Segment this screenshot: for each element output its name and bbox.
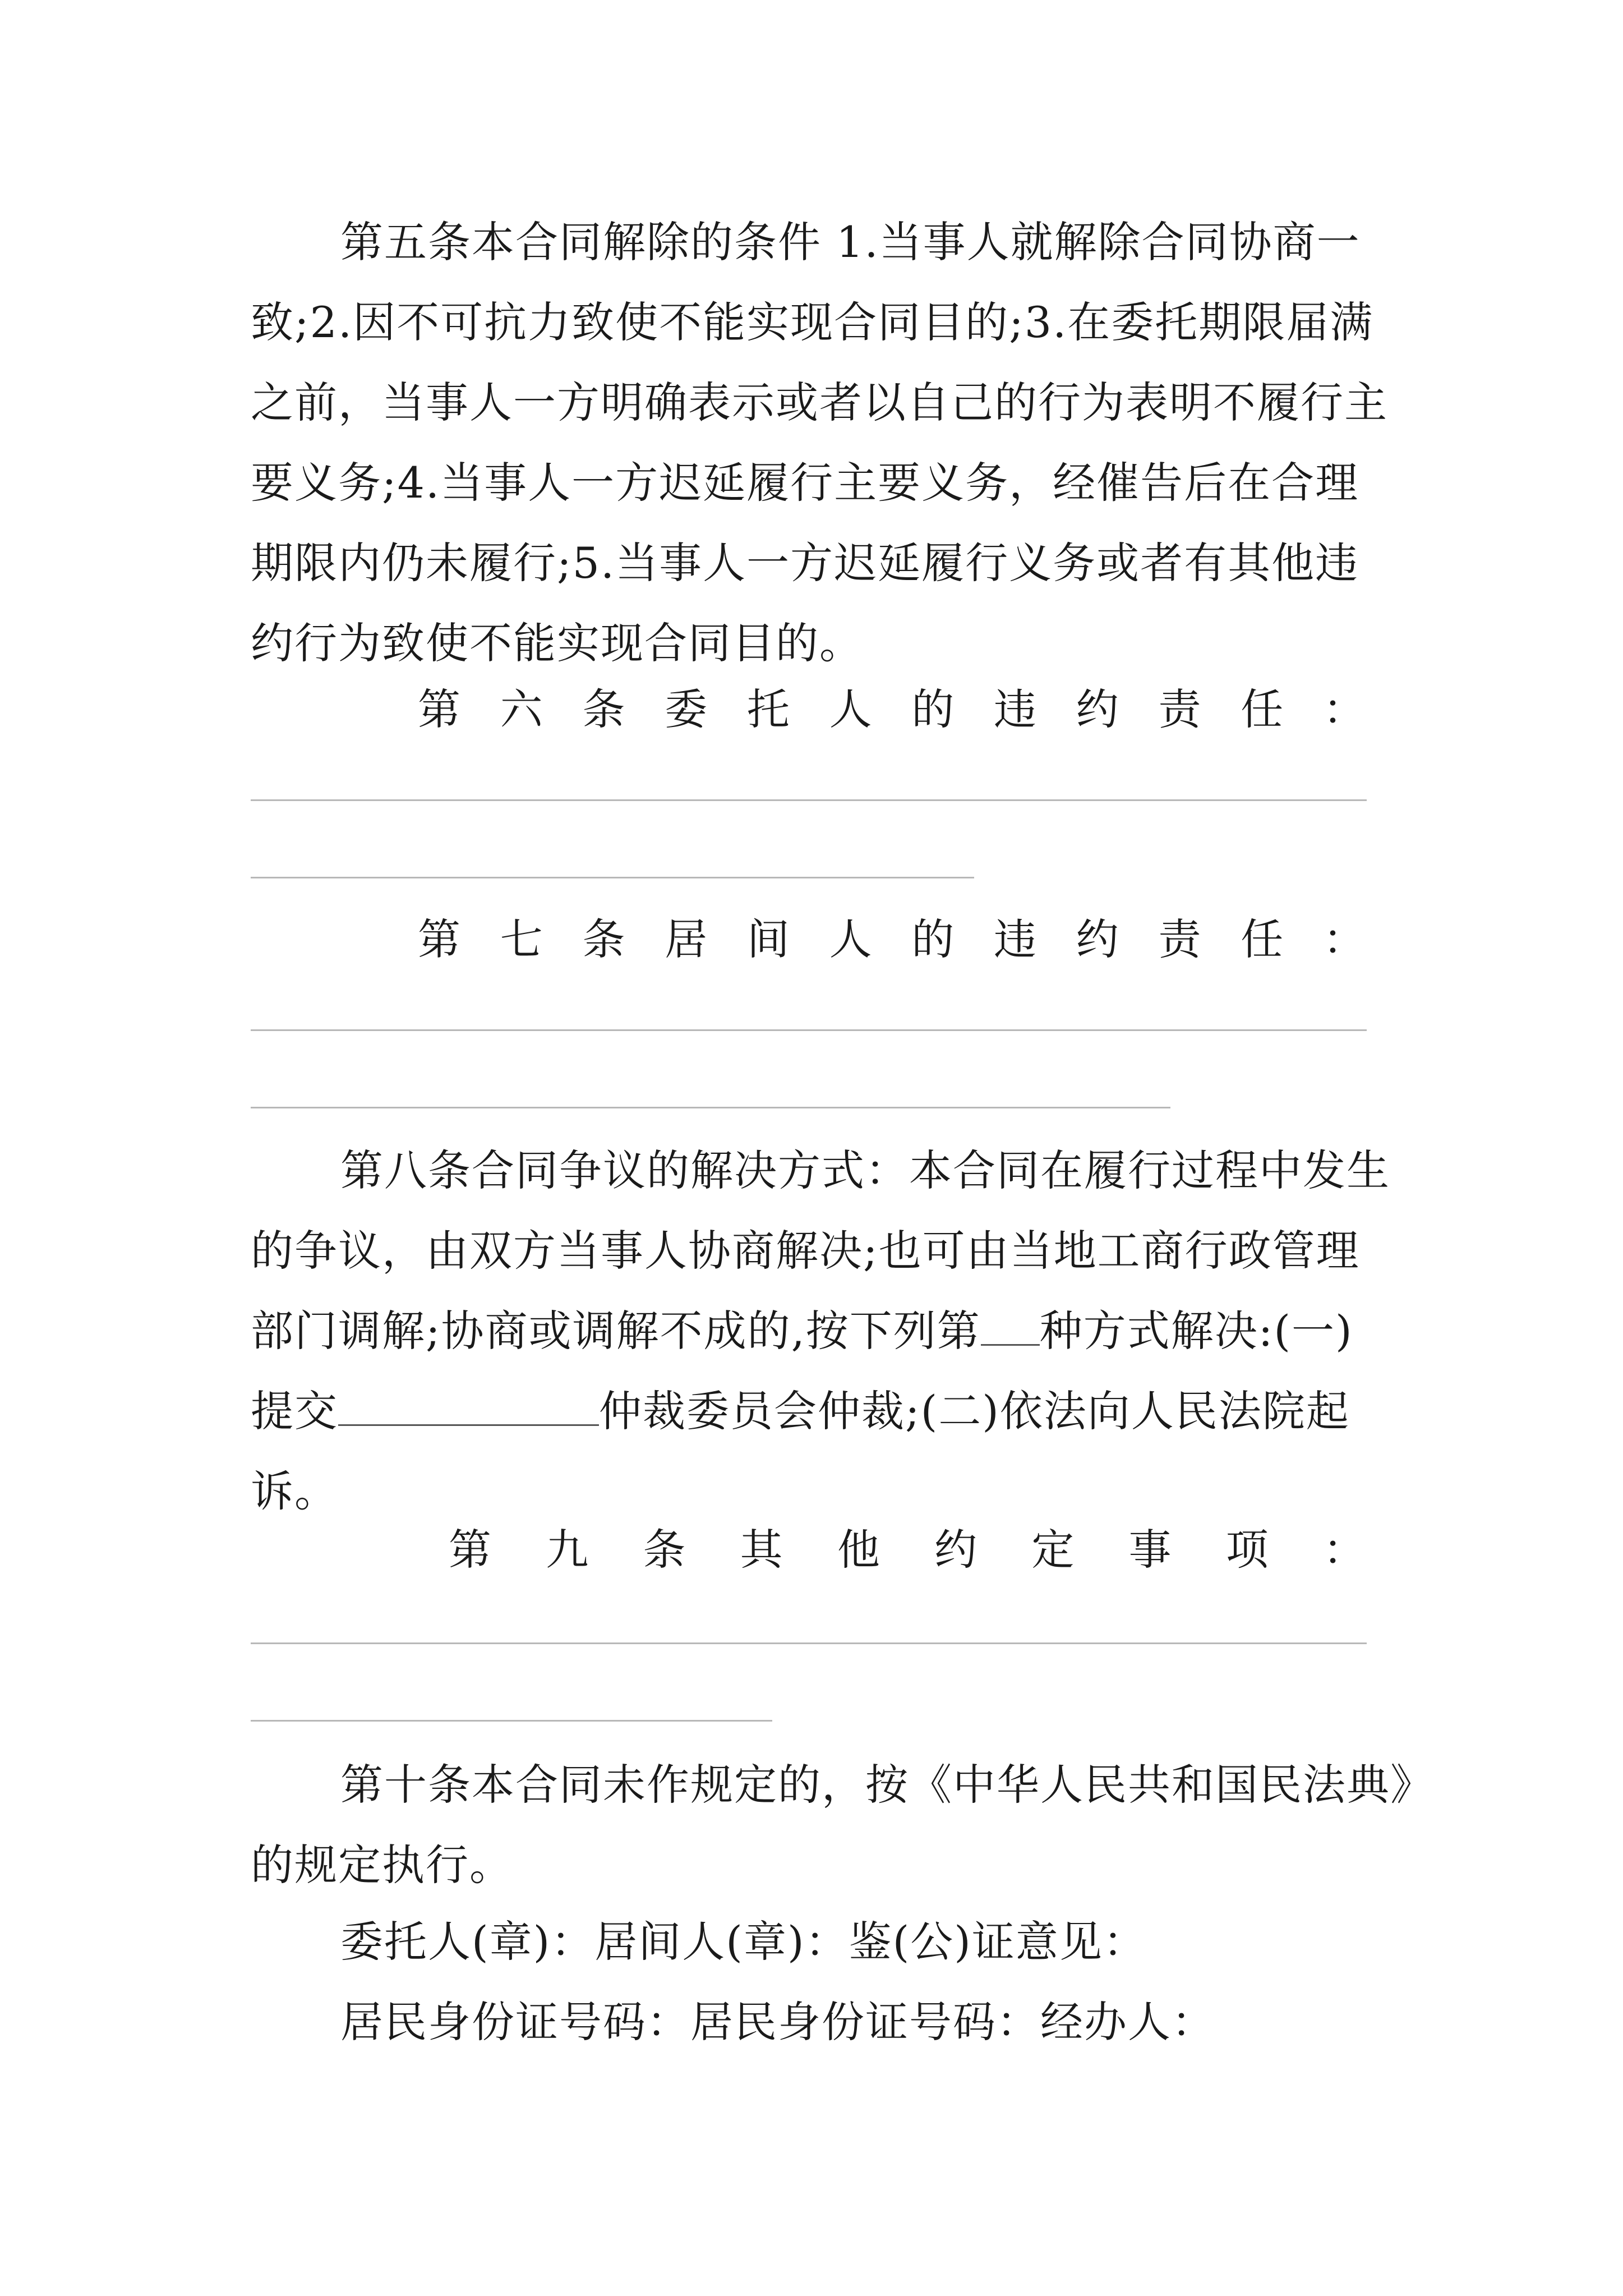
article-7-blank-line-2 <box>251 1107 1170 1108</box>
article-8-line-1: 第八条合同争议的解决方式：本合同在履行过程中发生 <box>340 1145 1390 1195</box>
signature-block <box>251 1902 1389 2062</box>
article-8-paragraph <box>251 1130 1389 1531</box>
arbitration-committee-blank <box>338 1391 599 1426</box>
signature-line-1: 委托人(章)：居间人(章)：鉴(公)证意见： <box>340 1917 1147 1967</box>
article-6-blank-line-1 <box>251 799 1367 801</box>
article-9-heading: 第 九 条 其 他 约 定 事 项 ： <box>449 1525 1366 1575</box>
article-5-line-6: 约行为致使不能实现合同目的。 <box>251 618 863 668</box>
article-8-line-3: 部门调解;协商或调解不成的,按下列第 种方式解决:(一) <box>251 1306 1353 1356</box>
article-9-blank-line-2 <box>251 1720 772 1722</box>
article-10-paragraph <box>251 1745 1434 1905</box>
method-number-blank <box>981 1310 1040 1346</box>
article-5-line-1: 第五条本合同解除的条件 1.当事人就解除合同协商一 <box>340 217 1361 267</box>
article-8-line-4: 提交 仲裁委员会仲裁;(二)依法向人民法院起 <box>251 1386 1350 1436</box>
article-6-heading: 第 六 条 委 托 人 的 违 约 责 任 ： <box>418 684 1366 734</box>
article-10-line-1: 第十条本合同未作规定的，按《中华人民共和国民法典》 <box>340 1760 1434 1810</box>
article-8-line-5: 诉。 <box>251 1466 338 1516</box>
article-6-blank-line-2 <box>251 877 974 878</box>
article-7-blank-line-1 <box>251 1029 1367 1031</box>
article-9-blank-line-1 <box>251 1642 1367 1644</box>
signature-line-2: 居民身份证号码：居民身份证号码：经办人： <box>340 1997 1215 2047</box>
article-5-line-4: 要义务;4.当事人一方迟延履行主要义务，经催告后在合理 <box>251 458 1359 508</box>
article-5-line-2: 致;2.因不可抗力致使不能实现合同目的;3.在委托期限届满 <box>251 297 1374 347</box>
article-7-heading: 第 七 条 居 间 人 的 违 约 责 任 ： <box>418 914 1366 964</box>
article-8-line-2: 的争议，由双方当事人协商解决;也可由当地工商行政管理 <box>251 1226 1360 1276</box>
article-5-line-5: 期限内仍未履行;5.当事人一方迟延履行义务或者有其他违 <box>251 538 1359 588</box>
article-10-line-2: 的规定执行。 <box>251 1840 513 1890</box>
article-5-line-3: 之前，当事人一方明确表示或者以自己的行为表明不履行主 <box>251 378 1388 427</box>
